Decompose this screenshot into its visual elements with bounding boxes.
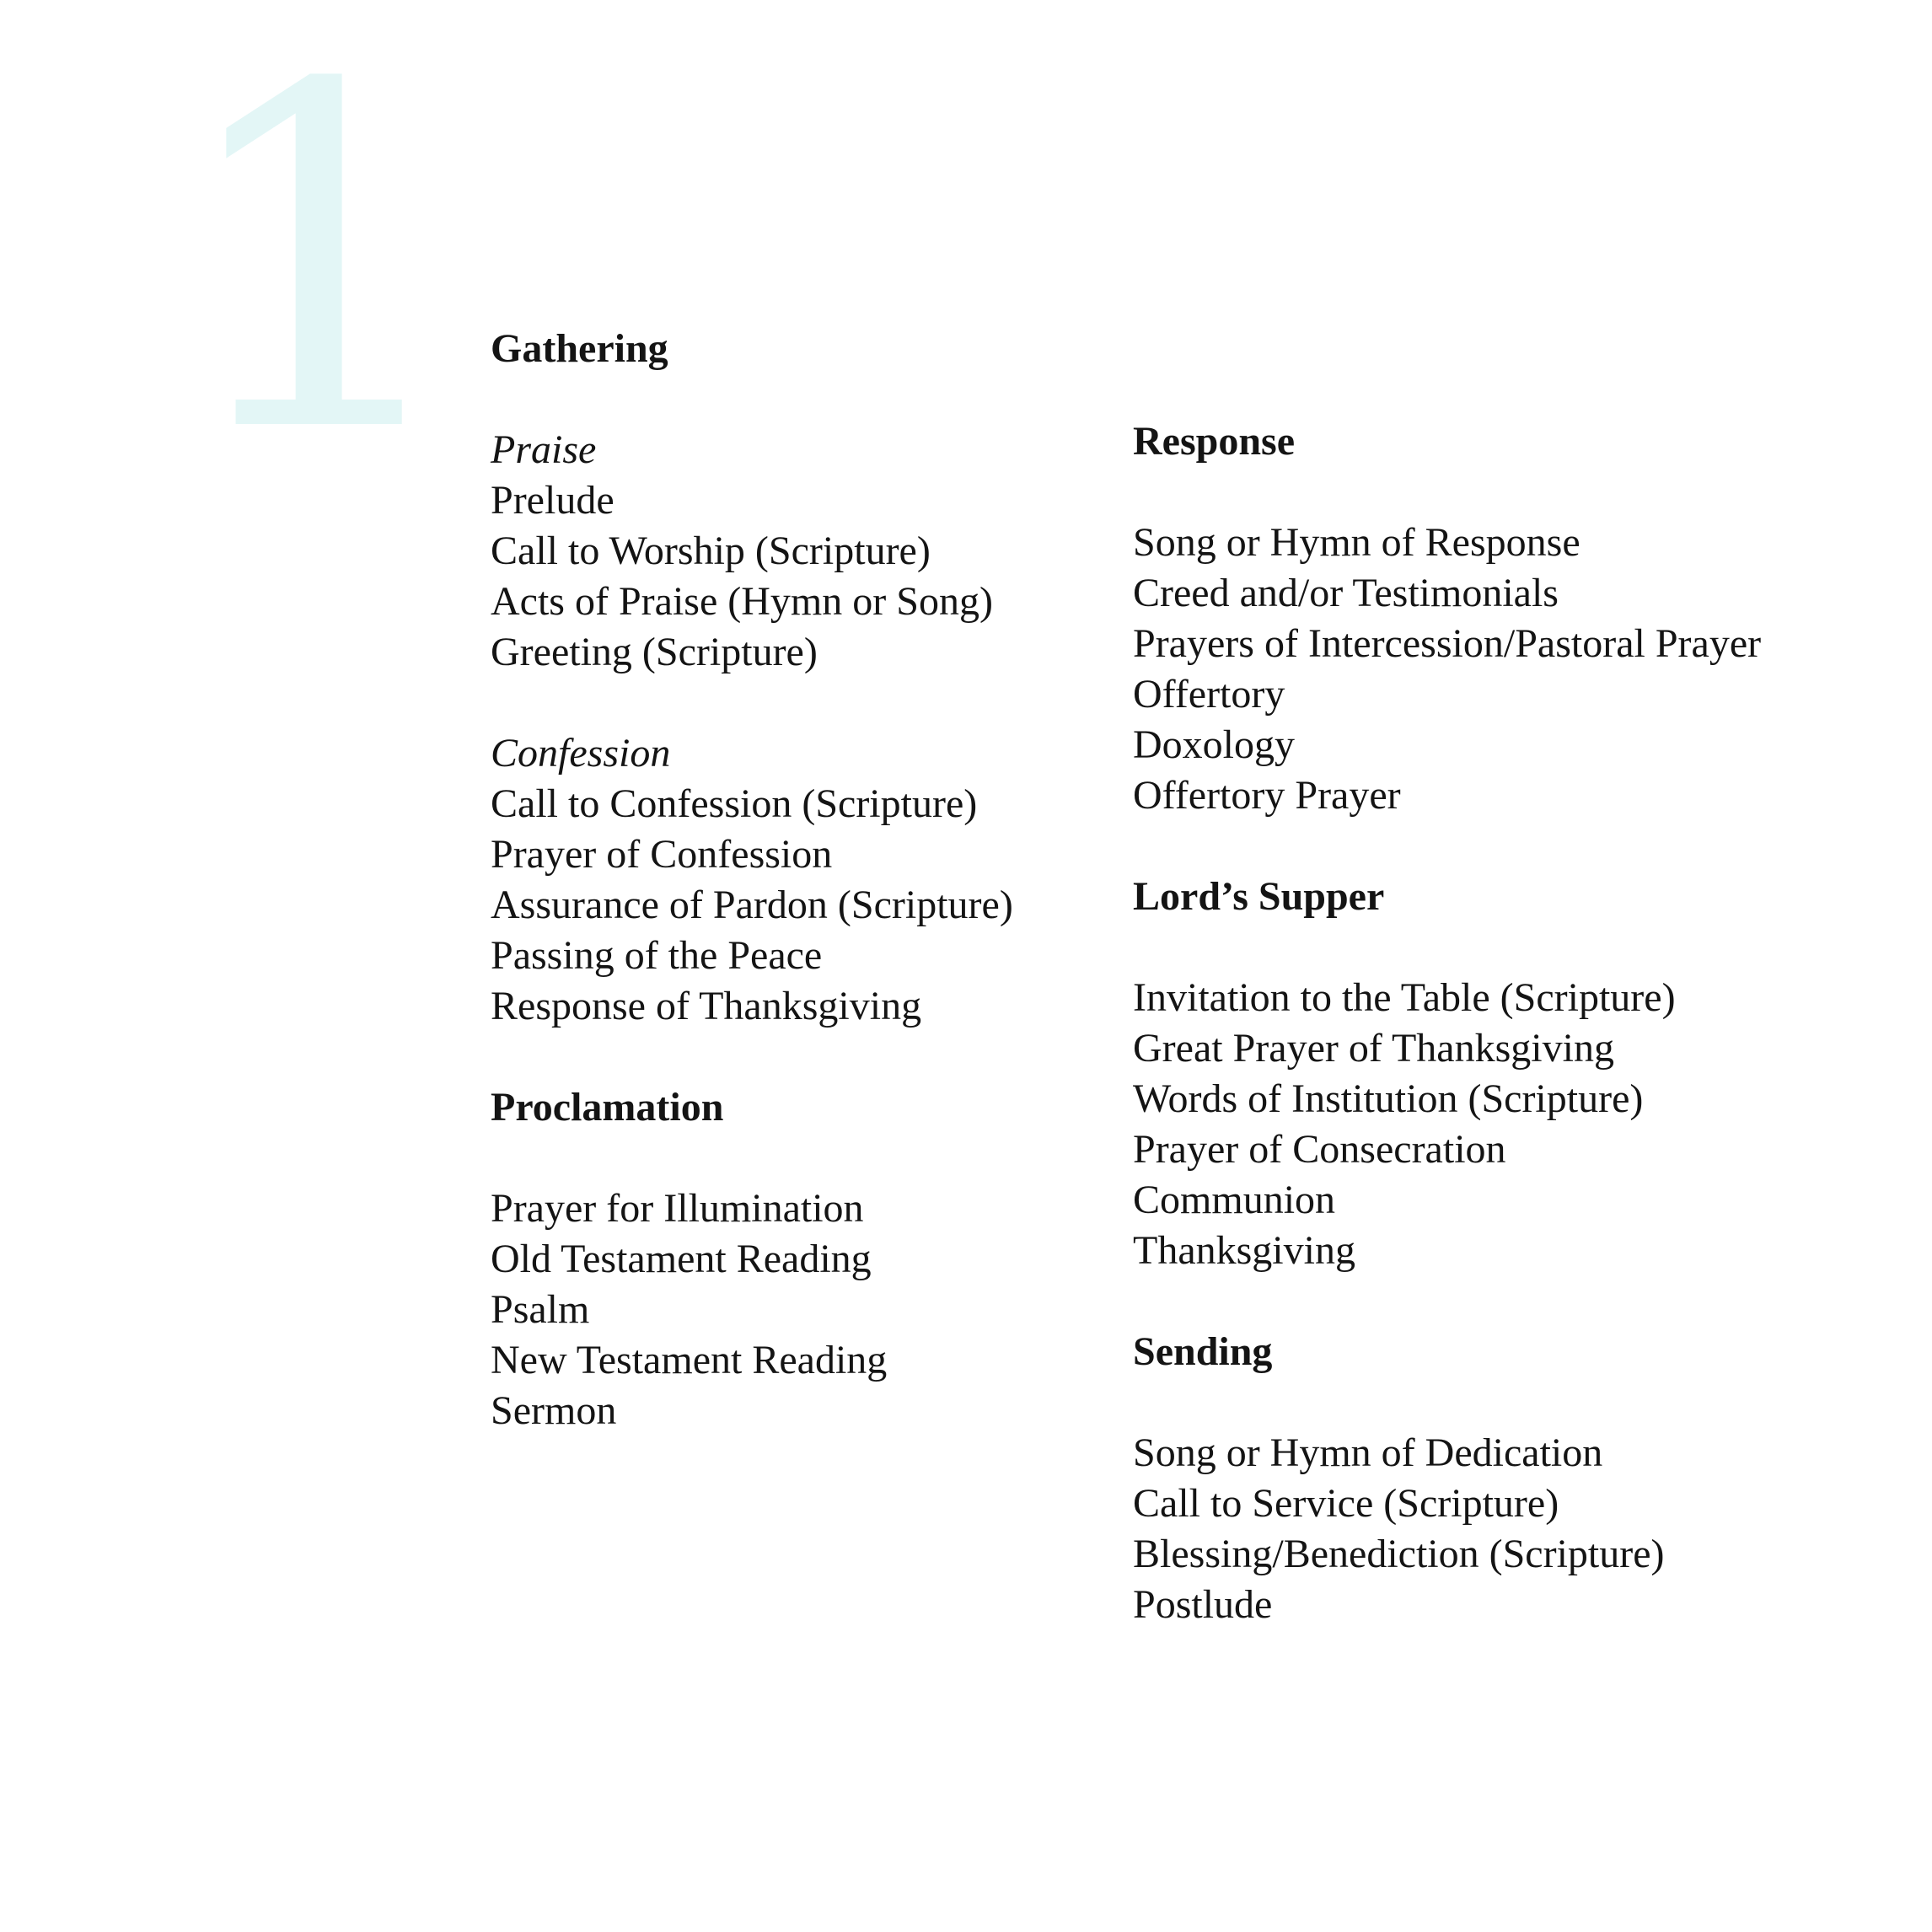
section-heading-proclamation: Proclamation [491,1085,724,1130]
spacer [491,1133,1131,1183]
list-item: Words of Institution (Scripture) [1133,1076,1644,1121]
spacer [1133,467,1917,518]
spacer [1133,922,1917,973]
chapter-numeral: 1 [169,0,470,536]
list-item: Creed and/or Testimonials [1133,571,1559,615]
list-item: Call to Confession (Scripture) [491,781,978,826]
list-item: Prelude [491,478,614,523]
list-item: Psalm [491,1287,590,1332]
list-item: Assurance of Pardon (Scripture) [491,883,1013,927]
list-item: Call to Service (Scripture) [1133,1481,1559,1526]
list-item: Communion [1133,1178,1336,1222]
list-item: Offertory Prayer [1133,773,1401,818]
list-item: Invitation to the Table (Scripture) [1133,975,1676,1020]
list-item: Postlude [1133,1582,1273,1627]
left-column [491,324,1131,1436]
list-item: Thanksgiving [1133,1228,1355,1273]
list-item: Prayer for Illumination [491,1186,864,1231]
list-item: Greeting (Scripture) [491,630,818,674]
list-item: Prayer of Consecration [1133,1127,1506,1172]
subheading-confession: Confession [491,731,671,775]
section-heading-gathering: Gathering [491,326,668,371]
list-item: Great Prayer of Thanksgiving [1133,1026,1614,1071]
list-item: Song or Hymn of Response [1133,520,1580,565]
list-item: Prayers of Intercession/Pastoral Prayer [1133,621,1762,666]
list-item: Prayer of Confession [491,832,833,877]
section-heading-lords-supper: Lord’s Supper [1133,874,1385,919]
spacer [491,374,1131,425]
spacer [1133,1276,1917,1327]
list-item: Acts of Praise (Hymn or Song) [491,579,993,624]
list-item: Response of Thanksgiving [491,984,922,1028]
list-item: New Testament Reading [491,1338,888,1382]
spacer [491,678,1131,728]
list-item: Sermon [491,1388,617,1433]
spacer [491,1032,1131,1082]
subheading-praise: Praise [491,427,597,472]
list-item: Old Testament Reading [491,1237,872,1281]
list-item: Call to Worship (Scripture) [491,529,931,573]
list-item: Blessing/Benediction (Scripture) [1133,1532,1665,1576]
section-heading-sending: Sending [1133,1329,1273,1374]
list-item: Song or Hymn of Dedication [1133,1430,1603,1475]
spacer [1133,821,1917,872]
section-heading-response: Response [1133,419,1296,464]
list-item: Doxology [1133,722,1295,767]
spacer [1133,1377,1917,1428]
right-column [1133,416,1917,1630]
list-item: Passing of the Peace [491,933,823,978]
list-item: Offertory [1133,672,1285,716]
